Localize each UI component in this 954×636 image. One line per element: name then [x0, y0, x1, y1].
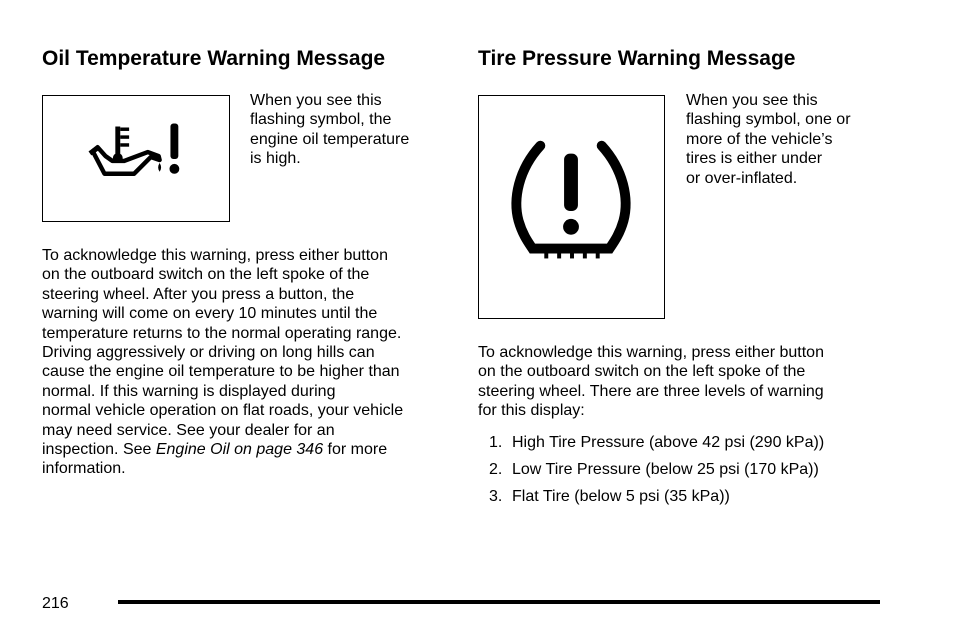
oil-temp-body: [42, 246, 403, 479]
intro-line: is high.: [250, 150, 301, 168]
body-text-suffix: for more: [323, 441, 388, 459]
intro-line: flashing symbol, one or: [686, 111, 851, 129]
oil-temp-intro: [250, 91, 409, 169]
intro-line: more of the vehicle’s: [686, 130, 833, 148]
body-line: To acknowledge this warning, press either button: [478, 344, 824, 361]
body-line: steering wheel. After you press a button, the: [42, 285, 355, 303]
page-number: 216: [42, 595, 69, 612]
footer-rule: [118, 600, 880, 604]
list-item-text: Low Tire Pressure (below 25 psi (170 kPa)): [512, 461, 819, 478]
body-line: Driving aggressively or driving on long hills can: [42, 344, 375, 362]
intro-line: engine oil temperature: [250, 130, 410, 148]
list-item-text: Flat Tire (below 5 psi (35 kPa)): [512, 488, 730, 505]
body-line: on the outboard switch on the left spoke of the: [478, 363, 806, 381]
body-line: warning will come on every 10 minutes until the: [42, 305, 378, 323]
body-line: To acknowledge this warning, press either button: [42, 247, 388, 264]
tire-pressure-symbol-box: [478, 95, 665, 319]
intro-line: or over-inflated.: [686, 169, 798, 187]
body-text-prefix: inspection. See: [42, 441, 156, 459]
list-item-number: 1.: [489, 434, 503, 451]
intro-line: When you see this: [250, 92, 382, 109]
tire-pressure-heading: Tire Pressure Warning Message: [478, 47, 796, 70]
intro-line: When you see this: [686, 92, 818, 109]
oil-temp-heading: Oil Temperature Warning Message: [42, 47, 386, 70]
body-line: may need service. See your dealer for an: [42, 421, 335, 439]
body-line-with-reference: [42, 440, 403, 459]
list-item-number: 2.: [489, 461, 503, 478]
body-line: normal vehicle operation on flat roads, your vehicle: [42, 402, 404, 420]
body-line: cause the engine oil temperature to be higher than: [42, 363, 400, 381]
body-line: temperature returns to the normal operating range.: [42, 324, 402, 342]
oil-temperature-warning-icon: [43, 96, 229, 221]
intro-line: tires is either under: [686, 150, 823, 168]
tire-pressure-intro: [686, 91, 851, 188]
body-line: normal. If this warning is displayed during: [42, 382, 336, 400]
intro-line: flashing symbol, the: [250, 111, 392, 129]
tire-pressure-body: [478, 343, 824, 421]
body-line: for this display:: [478, 402, 585, 420]
list-item-text: High Tire Pressure (above 42 psi (290 kPa)): [512, 434, 825, 451]
body-line: on the outboard switch on the left spoke of the: [42, 266, 370, 284]
tire-pressure-warning-icon: [479, 96, 664, 318]
body-line: steering wheel. There are three levels of warning: [478, 382, 824, 400]
oil-temp-symbol-box: [42, 95, 230, 222]
list-item-number: 3.: [489, 488, 503, 505]
body-line: information.: [42, 460, 126, 478]
engine-oil-reference-link[interactable]: Engine Oil on page 346: [155, 441, 324, 459]
